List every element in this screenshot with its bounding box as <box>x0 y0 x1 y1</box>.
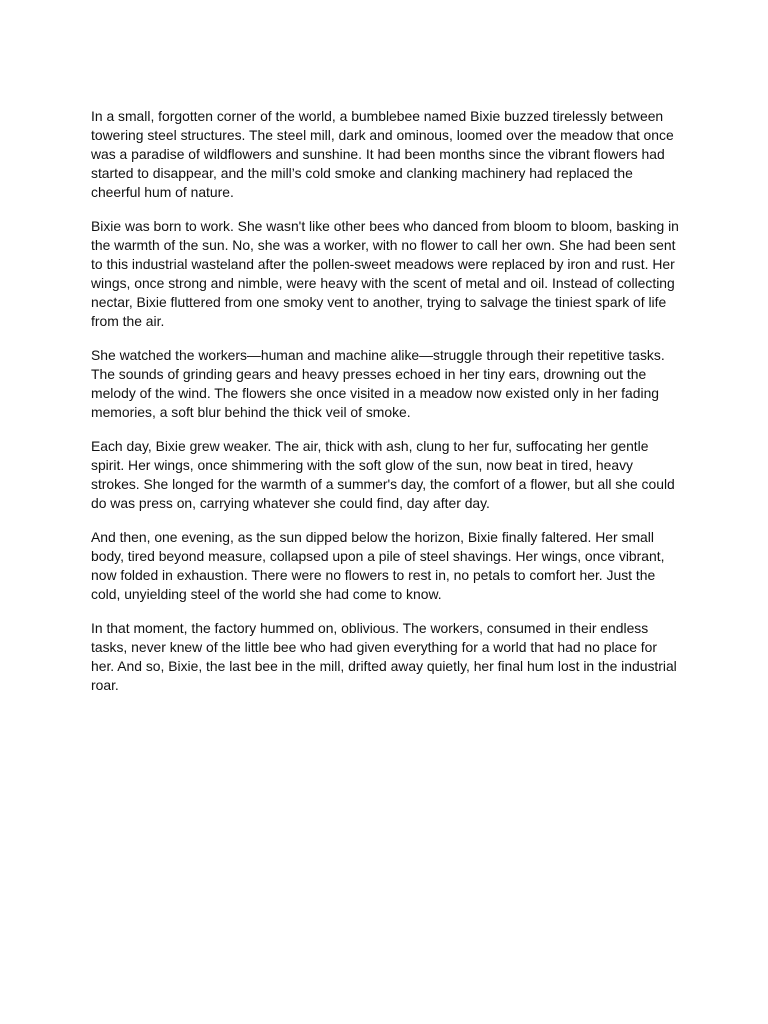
story-body <box>91 107 679 710</box>
paragraph-2: Bixie was born to work. She wasn't like other bees who danced from bloom to bloom, basking in the warmth of the sun. No, she was a worker, with no flower to call her own. She had been sent to this industrial wasteland after the pollen-sweet meadows were replaced by iron and rust. Her wings, once strong and nimble, were heavy with the scent of metal and oil. Instead of collecting nectar, Bixie fluttered from one smoky vent to another, trying to salvage the tiniest spark of life from the air. <box>91 218 679 329</box>
paragraph-5: And then, one evening, as the sun dipped below the horizon, Bixie finally faltered. Her small body, tired beyond measure, collapsed upon a pile of steel shavings. Her wings, once vibrant, now folded in exhaustion. There were no flowers to rest in, no petals to comfort her. Just the cold, unyielding steel of the world she had come to know. <box>91 529 665 602</box>
paragraph-4: Each day, Bixie grew weaker. The air, thick with ash, clung to her fur, suffocating her gentle spirit. Her wings, once shimmering with the soft glow of the sun, now beat in tired, heavy strokes. She longed for the warmth of a summer's day, the comfort of a flower, but all she could do was press on, carrying whatever she could find, day after day. <box>91 438 675 511</box>
paragraph-6: In that moment, the factory hummed on, oblivious. The workers, consumed in their endless tasks, never knew of the little bee who had given everything for a world that had no place for her. And so, Bixie, the last bee in the mill, drifted away quietly, her final hum lost in the industrial roar. <box>91 620 677 693</box>
paragraph-1: In a small, forgotten corner of the world, a bumblebee named Bixie buzzed tirelessly between towering steel structures. The steel mill, dark and ominous, loomed over the meadow that once was a paradise of wildflowers and sunshine. It had been months since the vibrant flowers had started to disappear, and the mill’s cold smoke and clanking machinery had replaced the cheerful hum of nature. <box>91 108 674 200</box>
paragraph-3: She watched the workers—human and machine alike—struggle through their repetitive tasks. The sounds of grinding gears and heavy presses echoed in her tiny ears, drowning out the melody of the wind. The flowers she once visited in a meadow now existed only in her fading memories, a soft blur behind the thick veil of smoke. <box>91 347 665 420</box>
